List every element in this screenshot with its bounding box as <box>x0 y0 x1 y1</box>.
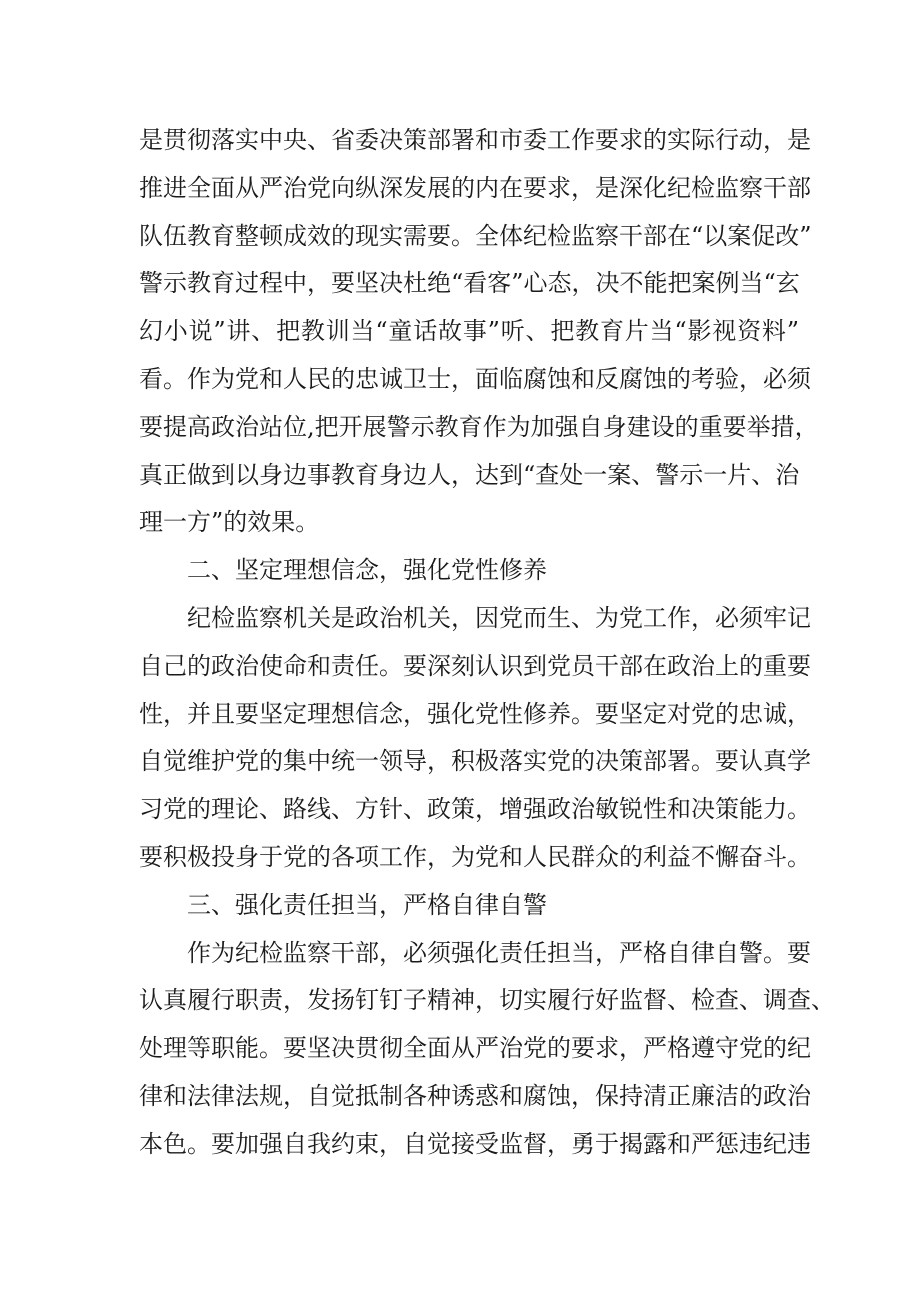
text-line: 处理等职能。要坚决贯彻全面从严治党的要求，严格遵守党的纪 <box>139 1034 811 1063</box>
section-heading: 三、强化责任担当，严格自律自警 <box>187 890 547 919</box>
text-line: 习党的理论、路线、方针、政策，增强政治敏锐性和决策能力。 <box>139 795 811 824</box>
text-line: 本色。要加强自我约束，自觉接受监督，勇于揭露和严惩违纪违 <box>139 1129 811 1158</box>
text-line: 自己的政治使命和责任。要深刻认识到党员干部在政治上的重要 <box>139 651 811 680</box>
text-line: 要积极投身于党的各项工作，为党和人民群众的利益不懈奋斗。 <box>139 842 811 871</box>
text-line: 纪检监察机关是政治机关，因党而生、为党工作，必须牢记 <box>187 603 811 632</box>
text-line: 要提高政治站位,把开展警示教育作为加强自身建设的重要举措， <box>139 412 819 441</box>
text-line: 性，并且要坚定理想信念，强化党性修养。要坚定对党的忠诚， <box>139 699 811 728</box>
text-line: 真正做到以身边事教育身边人，达到“查处一案、警示一片、治 <box>139 460 800 489</box>
text-line: 是贯彻落实中央、省委决策部署和市委工作要求的实际行动，是 <box>139 126 811 154</box>
text-line: 律和法律法规，自觉抵制各种诱惑和腐蚀，保持清正廉洁的政治 <box>139 1081 811 1110</box>
text-line: 队伍教育整顿成效的现实需要。全体纪检监察干部在“以案促改” <box>139 221 812 250</box>
text-line: 认真履行职责，发扬钉钉子精神，切实履行好监督、检查、调查、 <box>139 986 835 1015</box>
text-line: 推进全面从严治党向纵深发展的内在要求，是深化纪检监察干部 <box>139 173 811 202</box>
text-line: 理一方”的效果。 <box>139 508 320 537</box>
text-line: 幻小说”讲、把教训当“童话故事”听、把教育片当“影视资料” <box>139 317 799 346</box>
text-line: 作为纪检监察干部，必须强化责任担当，严格自律自警。要 <box>187 938 811 967</box>
section-heading: 二、坚定理想信念，强化党性修养 <box>187 556 547 585</box>
document-body <box>139 117 835 1169</box>
text-line: 自觉维护党的集中统一领导，积极落实党的决策部署。要认真学 <box>139 747 811 776</box>
text-line: 看。作为党和人民的忠诚卫士，面临腐蚀和反腐蚀的考验，必须 <box>139 364 811 393</box>
text-line: 警示教育过程中，要坚决杜绝“看客”心态，决不能把案例当“玄 <box>139 269 800 298</box>
